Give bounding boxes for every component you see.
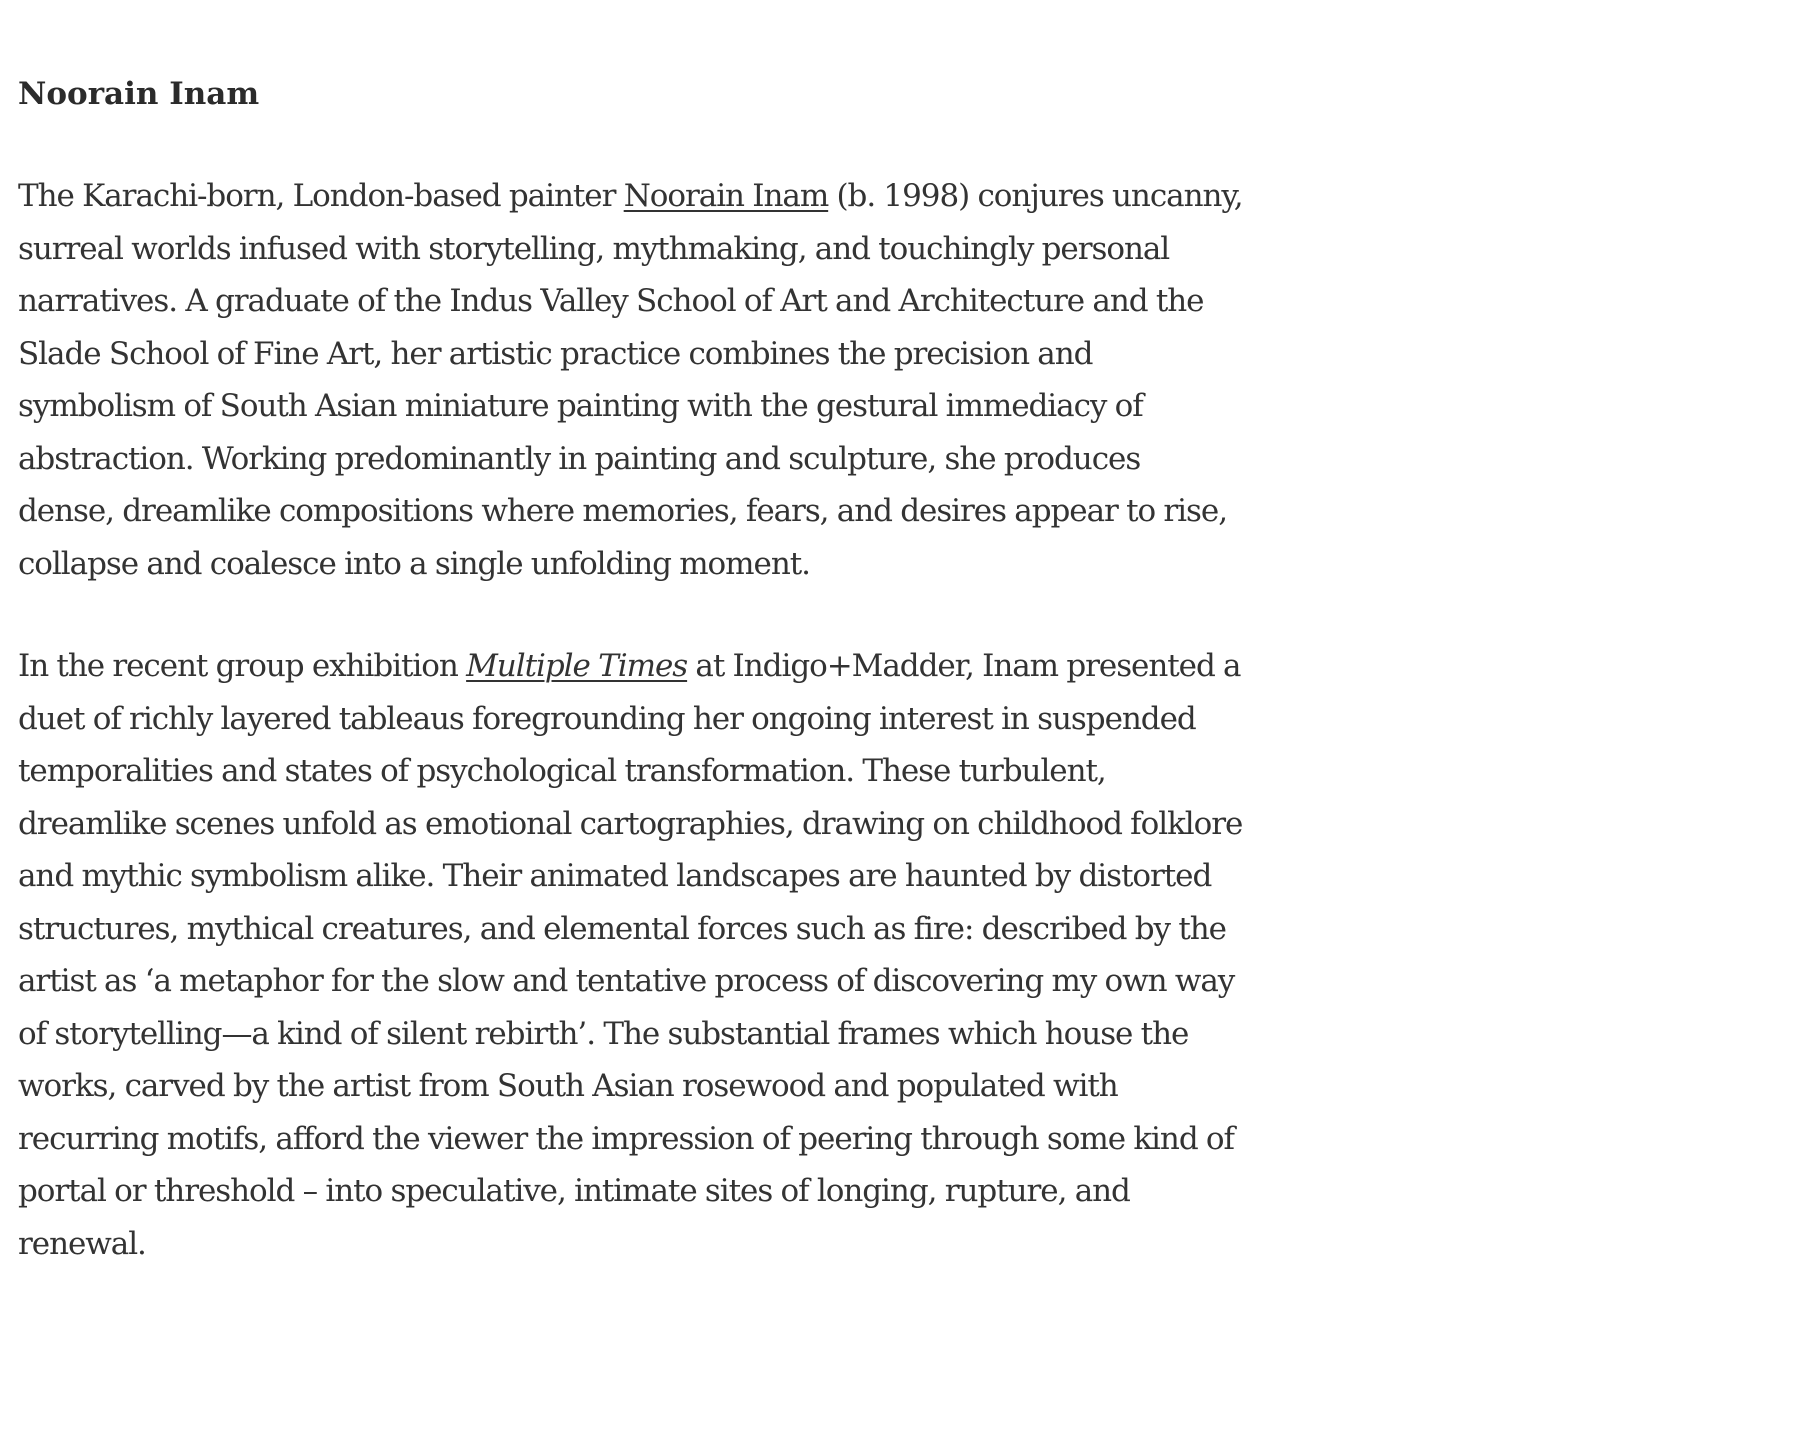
biography-text-intro: The Karachi-born, London-based painter — [18, 178, 624, 214]
exhibition-link[interactable]: Multiple Times — [466, 648, 688, 684]
exhibition-paragraph — [18, 640, 1243, 1270]
biography-paragraph — [18, 170, 1243, 590]
artist-profile-link[interactable]: Noorain Inam — [623, 178, 829, 214]
artist-profile-article — [18, 68, 1243, 1270]
exhibition-text-intro: In the recent group exhibition — [18, 648, 467, 684]
artist-name-heading: Noorain Inam — [18, 76, 260, 112]
exhibition-text-body: at Indigo+Madder, Inam presented a duet of richly layered tableaus foregrounding her ongoing interest in suspended temporalities and states of psychological transformation. These turbulent, dreamlike scenes unfold as emotional cartographies, drawing on childhood folklore and mythic symbolism alike. Their animated landscapes are haunted by distorted structures, mythical creatures, and elemental forces such as fire: described by the artist as ‘a metaphor for the slow and tentative process of discovering my own way of storytelling—a kind of silent rebirth’. The substantial frames which house the works, carved by the artist from South Asian rosewood and populated with recurring motifs, afford the viewer the impression of peering through some kind of portal or threshold – into speculative, intimate sites of longing, rupture, and renewal. — [18, 648, 1243, 1262]
biography-text-body: (b. 1998) conjures uncanny, surreal worlds infused with storytelling, mythmaking, and touchingly personal narratives. A graduate of the Indus Valley School of Art and Architecture and the Slade School of Fine Art, her artistic practice combines the precision and symbolism of South Asian miniature painting with the gestural immediacy of abstraction. Working predominantly in painting and sculpture, she produces dense, dreamlike compositions where memories, fears, and desires appear to rise, collapse and coalesce into a single unfolding moment. — [18, 178, 1243, 582]
